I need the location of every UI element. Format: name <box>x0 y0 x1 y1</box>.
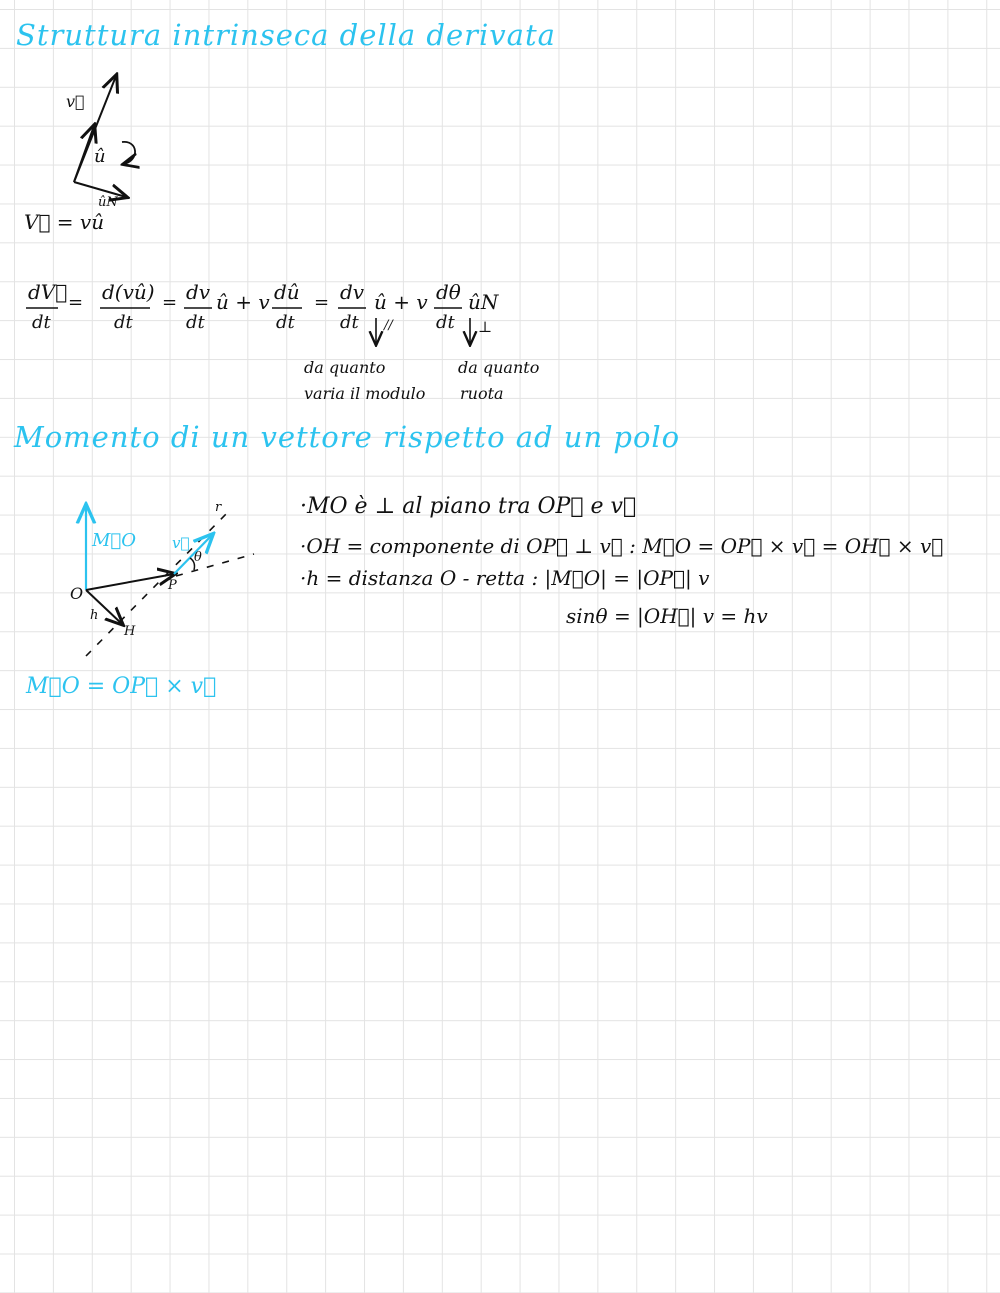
perpendicular-mark: ⊥ <box>478 318 493 336</box>
frac2-denominator: dt <box>114 312 133 333</box>
equals-3: = <box>314 292 330 313</box>
op-vector <box>86 574 174 590</box>
term3: û + v <box>216 290 270 314</box>
frac3-denominator: dt <box>186 312 205 333</box>
label-un-hat: ûN <box>98 195 118 210</box>
theta-reference-line <box>176 554 254 576</box>
label-mo: M⃗O <box>92 530 136 551</box>
frac4-denominator: dt <box>276 312 295 333</box>
label-theta: θ <box>194 550 202 565</box>
frac2-numerator: d(vû) <box>102 280 155 304</box>
parallel-mark: // <box>384 318 393 333</box>
label-v: v⃗ <box>66 92 85 111</box>
lhs-denominator: dt <box>32 312 51 333</box>
label-p: P <box>168 578 177 593</box>
label-h-point: H <box>124 624 136 639</box>
frac4-numerator: dû <box>274 280 300 304</box>
frac6-numerator: dθ <box>436 280 461 304</box>
moment-formula: M⃗O = OP⃗ × v⃗ <box>26 674 217 699</box>
frac5-denominator: dt <box>340 312 359 333</box>
note-rotation-line2: ruota <box>460 384 504 403</box>
note-line-3: ·h = distanza O - retta : |M⃗O| = |OP⃗| v <box>300 566 710 590</box>
label-u-hat: û <box>94 146 106 167</box>
label-h: h <box>90 608 99 623</box>
term5: û + v <box>374 290 428 314</box>
label-r: r <box>215 500 222 515</box>
note-line-1: ·MO è ⊥ al piano tra OP⃗ e v⃗ <box>300 494 637 519</box>
term6: ûN <box>468 290 499 314</box>
note-rotation-line1: da quanto <box>458 358 540 377</box>
section-title-moment: Momento di un vettore rispetto ad un polo <box>14 420 681 454</box>
equals-2: = <box>162 292 178 313</box>
velocity-relation: V⃗ = vû <box>24 210 105 234</box>
frac5-numerator: dv <box>340 280 365 304</box>
section-title-derivative: Struttura intrinseca della derivata <box>16 18 556 52</box>
equals-1: = <box>68 292 84 313</box>
note-modulus-line1: da quanto <box>304 358 386 377</box>
lhs-numerator: dV⃗ <box>28 280 68 304</box>
note-line-4: sinθ = |OH⃗| v = hv <box>566 604 768 628</box>
note-line-2: ·OH = componente di OP⃗ ⊥ v⃗ : M⃗O = OP⃗ × v⃗ = OH⃗ × v⃗ <box>300 534 944 558</box>
note-modulus-line2: varia il modulo <box>304 384 426 403</box>
frac3-numerator: dv <box>186 280 211 304</box>
label-o: O <box>70 584 84 603</box>
label-v-blue: v⃗ <box>172 534 190 552</box>
frac6-denominator: dt <box>436 312 455 333</box>
